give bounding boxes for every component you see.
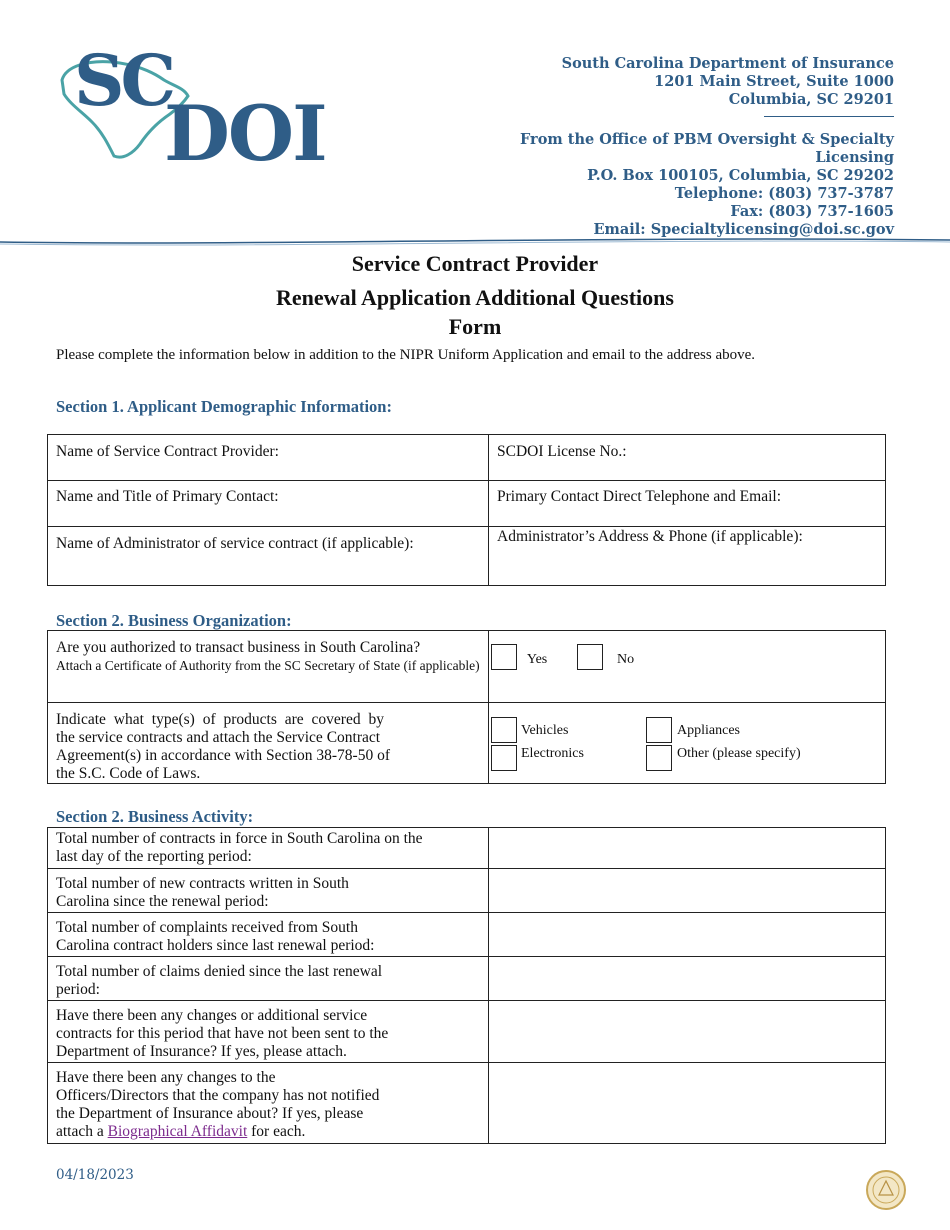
section1-heading: Section 1. Applicant Demographic Information: (56, 397, 392, 416)
table-row (48, 435, 886, 481)
section2-heading: Section 2. Business Organization: (56, 611, 292, 630)
no-checkbox[interactable] (577, 644, 603, 670)
electronics-checkbox[interactable] (491, 745, 517, 771)
contracts-in-force-question (48, 828, 489, 869)
administrator-name-field[interactable]: Name of Administrator of service contract (if applicable): (48, 527, 489, 586)
address-divider (764, 116, 894, 117)
complaints-answer[interactable] (489, 913, 886, 957)
organization-table (47, 630, 886, 784)
claims-denied-question (48, 957, 489, 1001)
appliances-checkbox[interactable] (646, 717, 672, 743)
question-line: Agreement(s) in accordance with Section 38-78-50 of (56, 747, 390, 764)
license-number-field[interactable]: SCDOI License No.: (489, 435, 886, 481)
table-row (48, 481, 886, 527)
address-line: 1201 Main Street, Suite 1000 (654, 73, 894, 90)
other-label: Other (please specify) (677, 746, 801, 761)
activity-table (47, 827, 886, 1144)
link-prefix: attach a (56, 1123, 108, 1140)
state-seal-icon (865, 1169, 907, 1211)
office-line: Fax: (803) 737-1605 (730, 203, 894, 220)
authorization-answer (489, 631, 886, 703)
table-row (48, 869, 886, 913)
vehicles-checkbox[interactable] (491, 717, 517, 743)
table-row (48, 703, 886, 784)
administrator-address-field[interactable]: Administrator’s Address & Phone (if applicable): (489, 527, 886, 586)
address-line: Columbia, SC 29201 (728, 91, 894, 108)
logo-sc-text: SC (74, 39, 173, 122)
question-line: Have there been any changes or additional service (56, 1007, 368, 1024)
claims-denied-answer[interactable] (489, 957, 886, 1001)
vehicles-label: Vehicles (521, 723, 569, 738)
form-title-line3: Form (448, 314, 502, 339)
question-line: Total number of complaints received from South (56, 919, 358, 936)
logo-doi-text: DOI (164, 89, 326, 178)
question-line: the service contracts and attach the Service Contract (56, 729, 381, 746)
question-line: Have there been any changes to the (56, 1069, 276, 1086)
section3-heading: Section 2. Business Activity: (56, 807, 254, 826)
officer-changes-question (48, 1063, 489, 1144)
new-contracts-question (48, 869, 489, 913)
form-title-line1: Service Contract Provider (351, 251, 599, 276)
yes-checkbox[interactable] (491, 644, 517, 670)
demographic-table (47, 434, 886, 586)
table-row (48, 1001, 886, 1063)
question-line: last day of the reporting period: (56, 848, 252, 865)
table-row (48, 631, 886, 703)
authorization-question (48, 631, 489, 703)
product-types-question (48, 703, 489, 784)
office-email[interactable]: Email: Specialtylicensing@doi.sc.gov (593, 221, 894, 238)
no-label: No (617, 652, 635, 667)
other-checkbox[interactable] (646, 745, 672, 771)
form-title-line2: Renewal Application Additional Questions (276, 285, 674, 310)
electronics-label: Electronics (521, 746, 584, 761)
table-row (48, 913, 886, 957)
question-line: contracts for this period that have not been sent to the (56, 1025, 389, 1042)
complaints-question (48, 913, 489, 957)
new-contracts-answer[interactable] (489, 869, 886, 913)
authorization-note: Attach a Certificate of Authority from the SC Secretary of State (if applicable) (56, 658, 480, 673)
question-line: Carolina contract holders since last renewal period: (56, 937, 375, 954)
question-line: Department of Insurance? If yes, please attach. (56, 1043, 347, 1060)
table-row (48, 957, 886, 1001)
office-line: Telephone: (803) 737-3787 (674, 185, 894, 202)
primary-contact-field[interactable]: Name and Title of Primary Contact: (48, 481, 489, 527)
question-line: period: (56, 981, 100, 998)
department-address (464, 55, 894, 239)
question-line: the Department of Insurance about? If yes, please (56, 1105, 364, 1122)
revision-date: 04/18/2023 (56, 1167, 134, 1183)
link-suffix: for each. (247, 1123, 306, 1140)
question-line: Officers/Directors that the company has not notified (56, 1087, 380, 1104)
contract-changes-answer[interactable] (489, 1001, 886, 1063)
question-line: Total number of contracts in force in South Carolina on the (56, 830, 423, 847)
question-line: Carolina since the renewal period: (56, 893, 269, 910)
address-line: South Carolina Department of Insurance (561, 55, 894, 72)
question-line: the S.C. Code of Laws. (56, 765, 201, 782)
table-row (48, 1063, 886, 1144)
table-row (48, 527, 886, 586)
yes-label: Yes (526, 652, 548, 667)
office-line: P.O. Box 100105, Columbia, SC 29202 (587, 167, 894, 184)
officer-changes-answer[interactable] (489, 1063, 886, 1144)
biographical-affidavit-link[interactable]: Biographical Affidavit (107, 1123, 248, 1140)
product-types-answer (489, 703, 886, 784)
authorization-question-text: Are you authorized to transact business in South Carolina? (56, 639, 421, 656)
question-line: Total number of new contracts written in South (56, 875, 349, 892)
contract-changes-question (48, 1001, 489, 1063)
office-line: From the Office of PBM Oversight & Specialty Licensing (520, 131, 894, 166)
question-line: Total number of claims denied since the last renewal (56, 963, 383, 980)
scdoi-logo (52, 39, 332, 182)
intro-text: Please complete the information below in addition to the NIPR Uniform Application and email to the address above. (56, 347, 756, 363)
provider-name-field[interactable]: Name of Service Contract Provider: (48, 435, 489, 481)
question-line (56, 1123, 480, 1141)
contact-phone-email-field[interactable]: Primary Contact Direct Telephone and Email: (489, 481, 886, 527)
question-line: Indicate what type(s) of products are covered by (56, 711, 384, 728)
contracts-in-force-answer[interactable] (489, 828, 886, 869)
appliances-label: Appliances (677, 723, 740, 738)
table-row (48, 828, 886, 869)
